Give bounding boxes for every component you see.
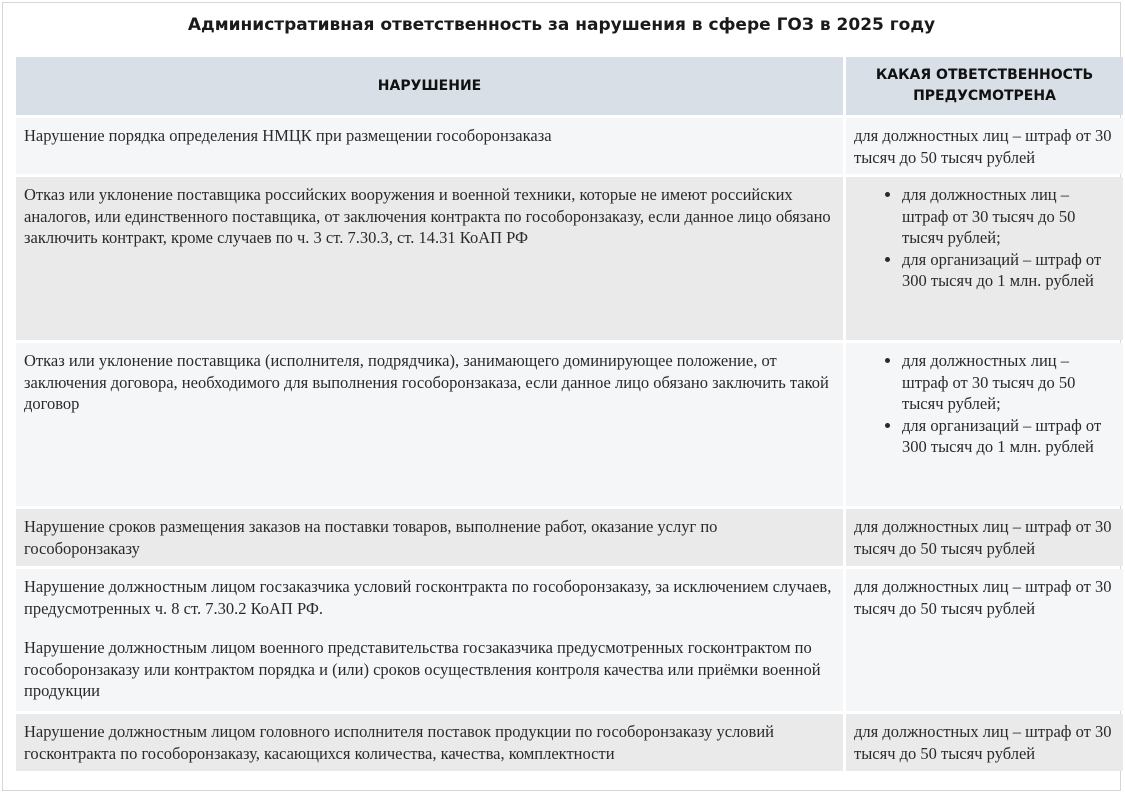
violation-cell	[16, 177, 843, 340]
header-liability: КАКАЯ ОТВЕТСТВЕННОСТЬ ПРЕДУСМОТРЕНА	[846, 57, 1123, 115]
violation-cell	[16, 509, 843, 566]
liability-list	[854, 184, 1115, 292]
violation-text: Нарушение сроков размещения заказов на поставки товаров, выполнение работ, оказание услуг по гособоронзаказу	[24, 517, 718, 558]
table-row	[16, 343, 1123, 506]
header-violation: НАРУШЕНИЕ	[16, 57, 843, 115]
table-row	[16, 569, 1123, 711]
liability-table	[13, 54, 1125, 774]
violation-cell	[16, 569, 843, 711]
violation-cell	[16, 714, 843, 771]
table-row	[16, 509, 1123, 566]
document-frame	[2, 2, 1121, 791]
table-header-row	[16, 57, 1123, 115]
liability-cell	[846, 177, 1123, 340]
table-row	[16, 118, 1123, 174]
violation-cell	[16, 343, 843, 506]
liability-list-item: • для должностных лиц – штраф от 30 тысяч до 50 тысяч рублей;	[902, 350, 1115, 415]
violation-text: Нарушение должностным лицом головного исполнителя поставок продукции по гособоронзаказу условий госконтракта по гособоронзаказу, касающихся количества, качества, комплектности	[24, 722, 775, 763]
violation-text: Нарушение должностным лицом госзаказчика условий госконтракта по гособоронзаказу, за исключением случаев, предусмотренных ч. 8 ст. 7.30.2 КоАП РФ.	[24, 577, 832, 618]
violation-text: Отказ или уклонение поставщика российских вооружения и военной техники, которые не имеют российских аналогов, или единственного поставщика, от заключения контракта по гособоронзаказу, если данное лицо обязано заключить контракт, кроме случаев по ч. 3 ст. 7.30.3, ст. 14.31 КоАП РФ	[24, 185, 831, 247]
violation-text: Отказ или уклонение поставщика (исполнителя, подрядчика), занимающего доминирующее положение, от заключения договора, необходимого для выполнения гособоронзаказа, если данное лицо обязано заключить такой договор	[24, 351, 829, 413]
violation-text: Нарушение порядка определения НМЦК при размещении гособоронзаказа	[24, 126, 552, 145]
violation-text: Нарушение должностным лицом военного представительства госзаказчика предусмотренных госконтрактом по гособоронзаказу или контрактом порядка и (или) сроков осуществления контроля качества или приёмки военной продукции	[24, 638, 821, 700]
liability-cell: для должностных лиц – штраф от 30 тысяч до 50 тысяч рублей	[846, 569, 1123, 711]
table-row	[16, 714, 1123, 771]
page-title: Административная ответственность за нарушения в сфере ГОЗ в 2025 году	[187, 15, 936, 35]
violation-cell	[16, 118, 843, 174]
liability-list-item: • для организаций – штраф от 300 тысяч до 1 млн. рублей	[902, 415, 1115, 458]
liability-list-item: • для должностных лиц – штраф от 30 тысяч до 50 тысяч рублей;	[902, 184, 1115, 249]
liability-list-item: • для организаций – штраф от 300 тысяч до 1 млн. рублей	[902, 249, 1115, 292]
liability-cell: для должностных лиц – штраф от 30 тысяч до 50 тысяч рублей	[846, 714, 1123, 771]
liability-cell	[846, 343, 1123, 506]
table-row	[16, 177, 1123, 340]
liability-list	[854, 350, 1115, 458]
liability-cell: для должностных лиц – штраф от 30 тысяч до 50 тысяч рублей	[846, 118, 1123, 174]
liability-cell: для должностных лиц – штраф от 30 тысяч до 50 тысяч рублей	[846, 509, 1123, 566]
